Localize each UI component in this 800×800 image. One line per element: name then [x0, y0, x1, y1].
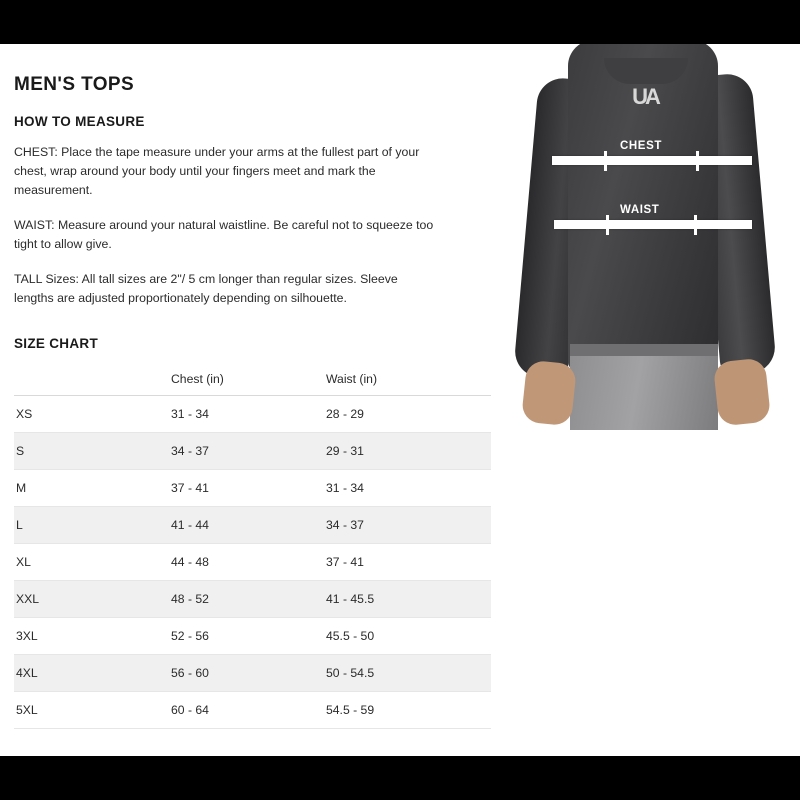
cell-chest: 31 - 34 — [171, 396, 326, 433]
cell-waist: 50 - 54.5 — [326, 655, 491, 692]
waist-instructions: WAIST: Measure around your natural waistline. Be careful not to squeeze too tight to allow give. — [14, 218, 434, 252]
cell-waist: 34 - 37 — [326, 507, 491, 544]
text-content — [14, 74, 474, 729]
model-collar — [604, 58, 688, 84]
table-row — [14, 433, 491, 470]
how-to-measure-heading: HOW TO MEASURE — [14, 114, 145, 129]
cell-size: L — [14, 507, 171, 544]
cell-waist: 28 - 29 — [326, 396, 491, 433]
tall-sizes-note: TALL Sizes: All tall sizes are 2"/ 5 cm longer than regular sizes. Sleeve lengths are adjusted proportionately depending on silhouette. — [14, 272, 398, 306]
table-row — [14, 396, 491, 433]
model-shorts — [570, 344, 718, 444]
table-header — [14, 363, 491, 396]
brand-logo-icon: UA — [632, 84, 658, 109]
table-row — [14, 692, 491, 729]
photo-bottom-fade — [500, 430, 800, 444]
size-chart-table — [14, 363, 491, 729]
cell-waist: 29 - 31 — [326, 433, 491, 470]
column-header-waist: Waist (in) — [326, 363, 491, 396]
cell-size: XS — [14, 396, 171, 433]
table-row — [14, 470, 491, 507]
chest-band-label: CHEST — [620, 140, 662, 152]
table-row — [14, 507, 491, 544]
cell-size: 3XL — [14, 618, 171, 655]
column-header-size — [14, 363, 171, 396]
chest-instructions: CHEST: Place the tape measure under your arms at the fullest part of your chest, wrap around your body until your fingers meet and mark the measurement. — [14, 145, 420, 198]
cell-waist: 54.5 - 59 — [326, 692, 491, 729]
cell-chest: 34 - 37 — [171, 433, 326, 470]
model-right-hand — [713, 357, 771, 426]
table-row — [14, 581, 491, 618]
cell-chest: 48 - 52 — [171, 581, 326, 618]
cell-waist: 37 - 41 — [326, 544, 491, 581]
cell-chest: 41 - 44 — [171, 507, 326, 544]
table-body — [14, 396, 491, 729]
cell-chest: 44 - 48 — [171, 544, 326, 581]
chest-measure-band — [552, 156, 752, 165]
cell-size: S — [14, 433, 171, 470]
waist-band-label: WAIST — [620, 204, 660, 216]
cell-size: 5XL — [14, 692, 171, 729]
table-row — [14, 544, 491, 581]
waist-measure-band — [554, 220, 752, 229]
chest-tick-right-icon — [696, 151, 699, 171]
cell-chest: 52 - 56 — [171, 618, 326, 655]
cell-size: M — [14, 470, 171, 507]
table-row — [14, 655, 491, 692]
table-row — [14, 618, 491, 655]
cell-chest: 56 - 60 — [171, 655, 326, 692]
cell-waist: 31 - 34 — [326, 470, 491, 507]
model-waistband — [570, 344, 718, 356]
cell-chest: 60 - 64 — [171, 692, 326, 729]
model-left-hand — [521, 360, 577, 427]
waist-tick-left-icon — [606, 215, 609, 235]
cell-chest: 37 - 41 — [171, 470, 326, 507]
cell-waist: 41 - 45.5 — [326, 581, 491, 618]
cell-size: XXL — [14, 581, 171, 618]
column-header-chest: Chest (in) — [171, 363, 326, 396]
size-chart-heading: SIZE CHART — [14, 336, 98, 352]
cell-waist: 45.5 - 50 — [326, 618, 491, 655]
measurement-photo — [500, 44, 800, 444]
cell-size: XL — [14, 544, 171, 581]
waist-tick-right-icon — [694, 215, 697, 235]
chest-tick-left-icon — [604, 151, 607, 171]
table-header-row — [14, 363, 491, 396]
cell-size: 4XL — [14, 655, 171, 692]
size-guide-sheet — [0, 44, 800, 756]
page-title: MEN'S TOPS — [14, 74, 135, 95]
